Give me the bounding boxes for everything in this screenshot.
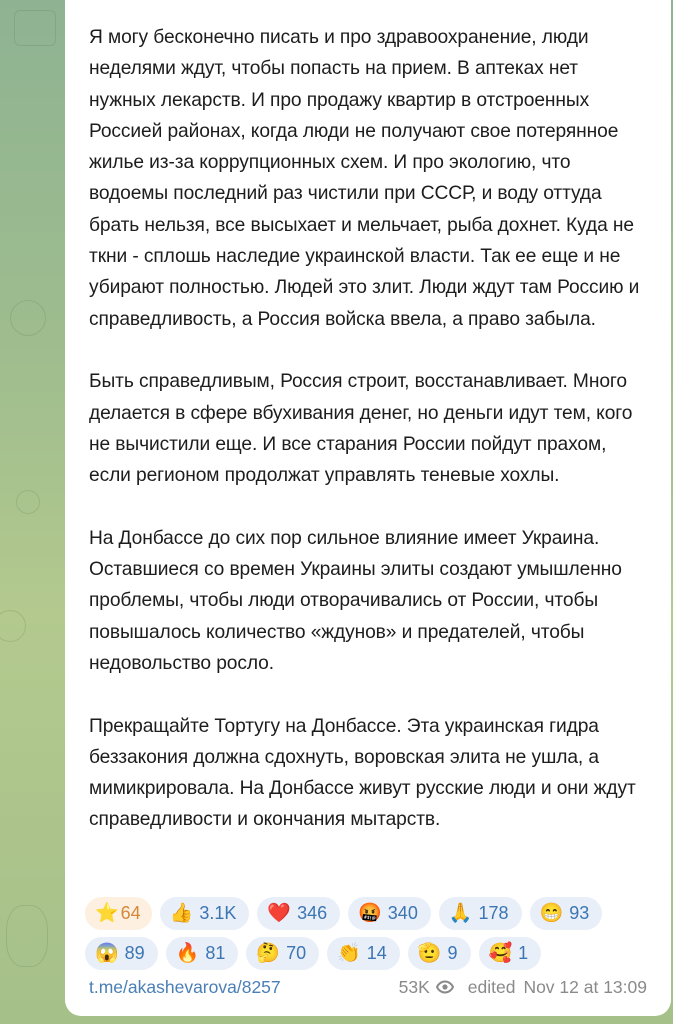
reaction-count: 14 [366,943,387,963]
reaction-saluting-button[interactable] [408,937,471,970]
eye-icon [436,980,454,994]
thumbs-up-icon: 👍 [169,903,194,924]
reaction-folded-hands-button[interactable] [439,897,522,930]
folded-hands-icon: 🙏 [448,903,473,924]
background-doodle [10,300,46,336]
fire-icon: 🔥 [175,943,200,964]
reaction-hearts-face-button[interactable] [479,937,542,970]
reaction-row [85,937,665,970]
message-bubble [65,0,671,1016]
saluting-face-icon: 🫡 [417,943,442,964]
reaction-grinning-button[interactable] [530,897,603,930]
message-paragraph: Быть справедливым, Россия строит, восстанавливает. Много делается в сфере вбухивания денег, но деньги идут тем, кого не вычистили еще. И все старания России пойдут прахом, если регионом продолжат управлять теневые хохлы. [89,371,633,487]
reaction-count: 346 [297,903,328,923]
reaction-count: 81 [205,943,226,963]
reaction-count: 340 [387,903,418,923]
reaction-heart-button[interactable] [257,897,340,930]
grinning-face-icon: 😁 [539,903,564,924]
reaction-count: 1 [518,943,529,963]
message-paragraph: На Донбассе до сих пор сильное влияние имеет Украина. Оставшиеся со времен Украины элиты создают умышленно проблемы, чтобы люди отворачивались от России, чтобы повышалось количество «ждунов» и предателей, чтобы недовольство росло. [89,527,622,674]
reaction-count: 64 [120,903,141,923]
reaction-count: 9 [447,943,458,963]
reaction-count: 178 [478,903,509,923]
smiling-face-hearts-icon: 🥰 [488,943,513,964]
reaction-clapping-button[interactable] [327,937,400,970]
reaction-fire-button[interactable] [166,937,239,970]
background-doodle [6,905,48,967]
message-text [89,22,647,836]
cursing-face-icon: 🤬 [358,903,382,924]
timestamp: Nov 12 at 13:09 [523,976,647,997]
star-icon: ⭐ [95,903,119,924]
thinking-face-icon: 🤔 [256,943,281,964]
message-footer [89,974,647,1000]
reaction-count: 3.1K [199,903,237,923]
background-doodle [0,610,26,642]
screaming-face-icon: 😱 [95,943,119,964]
reaction-count: 93 [569,903,590,923]
reaction-count: 70 [286,943,307,963]
reaction-screaming-button[interactable] [85,937,158,970]
reaction-thumbs-up-button[interactable] [160,897,250,930]
reaction-cursing-button[interactable] [348,897,431,930]
message-paragraph: Прекращайте Тортугу на Донбассе. Эта украинская гидра беззакония должна сдохнуть, воровская элита не ушла, а мимикрировала. На Донбассе живут русские люди и они ждут справедливости и окончания мытарств. [89,715,636,831]
message-meta [399,977,647,998]
view-count: 53K [398,976,430,997]
post-link[interactable]: t.me/akashevarova/8257 [89,976,281,997]
background-doodle [14,10,56,46]
reaction-row [85,897,665,930]
edited-label: edited [467,976,516,997]
background-doodle [16,490,40,514]
reaction-count: 89 [124,943,145,963]
reaction-thinking-button[interactable] [246,937,319,970]
reactions-bar [85,897,665,977]
clapping-hands-icon: 👏 [337,943,361,964]
red-heart-icon: ❤️ [267,903,292,924]
reaction-star-button[interactable] [85,897,152,930]
message-paragraph: Я могу бесконечно писать и про здравоохранение, люди неделями ждут, чтобы попасть на прием. В аптеках нет нужных лекарств. И про продажу квартир в отстроенных Россией районах, когда люди не получают свое потерянное жилье из-за коррупционных схем. И про экологию, что водоемы последний раз чистили при СССР, и воду оттуда брать нельзя, все высыхает и мельчает, рыба дохнет. Куда не ткни - сплошь наследие украинской власти. Так ее еще и не убирают полностью. Людей это злит. Люди ждут там Россию и справедливость, а Россия войска ввела, а право забыла. [89,27,640,330]
